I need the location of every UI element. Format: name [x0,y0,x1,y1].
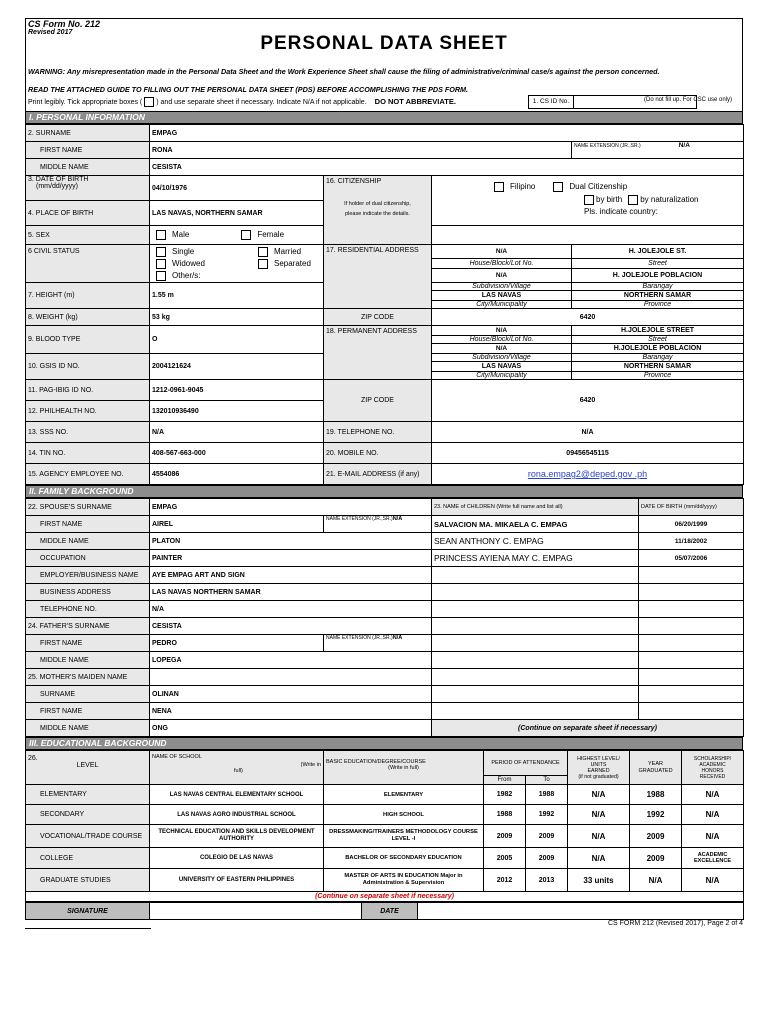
child-name-field[interactable] [432,703,639,720]
to-field[interactable]: 2009 [526,825,568,848]
agency-employee-label: 15. AGENCY EMPLOYEE NO. [26,464,150,485]
honors-field[interactable]: ACADEMIC EXCELLENCE [682,848,744,869]
perm-province-caption: Province [572,372,744,380]
blood-type-field[interactable]: O [150,326,324,354]
others-checkbox[interactable] [156,271,166,281]
gsis-label: 10. GSIS ID NO. [26,354,150,380]
father-first-name-label: FIRST NAME [26,635,150,652]
units-field[interactable]: N/A [568,848,630,869]
res-province-field[interactable]: NORTHERN SAMAR [572,291,744,301]
surname-field[interactable]: EMPAG [150,125,744,142]
place-of-birth-field[interactable]: LAS NAVAS, NORTHERN SAMAR [150,201,324,226]
child-dob-field[interactable] [639,686,744,703]
married-checkbox[interactable] [258,247,268,257]
child-name-field[interactable] [432,601,639,618]
honors-field[interactable]: N/A [682,869,744,892]
res-street-caption: Street [572,258,744,269]
honors-field[interactable]: N/A [682,785,744,805]
child-name-field[interactable]: SEAN ANTHONY C. EMPAG [432,533,639,550]
warning-text: WARNING: Any misrepresentation made in the Personal Data Sheet and the Work Experience Sheet shall cause the filing of administrative/criminal case/s against the person concerned. [28,67,660,76]
res-barangay-caption: Barangay [572,283,744,291]
child-name-field[interactable]: SALVACION MA. MIKAELA C. EMPAG [432,516,639,533]
email-field[interactable] [432,464,744,485]
weight-label: 8. WEIGHT (kg) [26,309,150,326]
perm-house-caption: House/Block/Lot No. [432,336,572,344]
perm-city-field[interactable]: LAS NAVAS [432,362,572,372]
page-title: PERSONAL DATA SHEET [260,33,508,54]
occupation-label: OCCUPATION [26,550,150,567]
business-address-field[interactable]: LAS NAVAS NORTHERN SAMAR [150,584,432,601]
pds-form [25,18,743,932]
children-label: 23. NAME of CHILDREN (Write full name and list all) [432,499,639,516]
csc-use-note: (Do not fill up. For CSC use only) [644,97,733,103]
child-name-field[interactable] [432,686,639,703]
employer-field[interactable]: AYE EMPAG ART AND SIGN [150,567,432,584]
course-field[interactable]: HIGH SCHOOL [324,805,484,825]
mobile-label: 20. MOBILE NO. [324,443,432,464]
print-instructions: Print legibly. Tick appropriate boxes ( ) and use separate sheet if necessary. Indicate N/A if not applicable. DO NOT ABBREVIATE. [28,97,456,106]
res-city-caption: City/Municipality [432,301,572,309]
mother-surname-label: SURNAME [26,686,150,703]
signature-label: SIGNATURE [26,903,150,920]
child-name-field[interactable] [432,652,639,669]
res-subdivision-caption: Subdivision/Village [432,283,572,291]
perm-province-field[interactable]: NORTHERN SAMAR [572,362,744,372]
course-header: BASIC EDUCATION/DEGREE/COURSE (Write in full) [324,751,484,785]
section-educational-background: III. EDUCATIONAL BACKGROUND [25,737,743,750]
perm-barangay-field[interactable]: H.JOLEJOLE POBLACION [572,344,744,354]
family-background-table [25,498,744,737]
gsis-field[interactable]: 2004121624 [150,354,324,380]
name-extension-field[interactable]: NAME EXTENSION (JR.,SR.) N/A [572,142,744,159]
year-graduated-header: YEAR GRADUATED [630,751,682,785]
to-field[interactable]: 2009 [526,848,568,869]
sss-label: 13. SSS NO. [26,422,150,443]
school-name-field[interactable]: TECHNICAL EDUCATION AND SKILLS DEVELOPMENT AUTHORITY [150,825,324,848]
by-birth-checkbox[interactable] [584,195,594,205]
agency-employee-field[interactable]: 4554086 [150,464,324,485]
child-name-field[interactable] [432,635,639,652]
res-subdivision-field[interactable]: N/A [432,269,572,283]
read-guide-text: READ THE ATTACHED GUIDE TO FILLING OUT THE PERSONAL DATA SHEET (PDS) BEFORE ACCOMPLISHING THE PDS FORM. [28,85,469,94]
child-name-field[interactable] [432,567,639,584]
from-header: From [484,776,526,785]
mother-maiden-name-field[interactable] [150,669,432,686]
year-graduated-field[interactable]: N/A [630,869,682,892]
father-surname-label: 24. FATHER'S SURNAME [26,618,150,635]
perm-barangay-caption: Barangay [572,354,744,362]
philhealth-label: 12. PHILHEALTH NO. [26,401,150,422]
to-field[interactable]: 1988 [526,785,568,805]
res-barangay-field[interactable]: H. JOLEJOLE POBLACION [572,269,744,283]
course-field[interactable]: BACHELOR OF SECONDARY EDUCATION [324,848,484,869]
tin-field[interactable]: 408-567-663-000 [150,443,324,464]
period-header: PERIOD OF ATTENDANCE [484,751,568,776]
spouse-surname-label: 22. SPOUSE'S SURNAME [26,499,150,516]
philhealth-field[interactable]: 132010936490 [150,401,324,422]
child-dob-field[interactable] [639,703,744,720]
perm-subdivision-field[interactable]: N/A [432,344,572,354]
form-footer [25,920,743,932]
course-field[interactable]: DRESSMAKING/TRAINERS METHODOLOGY COURSE LEVEL -I [324,825,484,848]
school-name-field[interactable]: LAS NAVAS AGRO INDUSTRIAL SCHOOL [150,805,324,825]
spouse-middle-name-label: MIDDLE NAME [26,533,150,550]
spouse-surname-field[interactable]: EMPAG [150,499,432,516]
spouse-name-extension-field[interactable]: NAME EXTENSION (JR.,SR.)N/A [324,516,432,533]
honors-header: SCHOLARSHIP/ ACADEMIC HONORS RECEIVED [682,751,744,785]
mother-first-name-label: FIRST NAME [26,703,150,720]
civil-status-label: 6 CIVIL STATUS [26,245,150,283]
education-level-label: VOCATIONAL/TRADE COURSE [26,825,150,848]
child-dob-field[interactable] [639,584,744,601]
units-field[interactable]: N/A [568,825,630,848]
from-field[interactable]: 2012 [484,869,526,892]
res-city-field[interactable]: LAS NAVAS [432,291,572,301]
by-naturalization-checkbox[interactable] [628,195,638,205]
year-graduated-field[interactable]: 2009 [630,825,682,848]
child-dob-field[interactable] [639,567,744,584]
perm-house-field[interactable]: N/A [432,326,572,336]
signature-table [25,902,744,920]
form-page-number: CS FORM 212 (Revised 2017), Page 2 of 4 [607,920,743,927]
middle-name-field[interactable]: CESISTA [150,159,744,176]
date-label: DATE [362,903,418,920]
units-field[interactable]: 33 units [568,869,630,892]
single-checkbox[interactable] [156,247,166,257]
year-graduated-field[interactable]: 1992 [630,805,682,825]
weight-field[interactable]: 53 kg [150,309,324,326]
res-zip-field[interactable]: 6420 [432,309,744,326]
child-name-field[interactable] [432,618,639,635]
height-field[interactable]: 1.55 m [150,283,324,309]
cs-id-label: 1. CS ID No. [528,95,574,109]
family-continue-note: (Continue on separate sheet if necessary) [432,720,744,737]
father-middle-name-field[interactable]: LOPEGA [150,652,432,669]
perm-zip-label: ZIP CODE [324,380,432,422]
father-middle-name-label: MIDDLE NAME [26,652,150,669]
child-name-field[interactable]: PRINCESS AYIENA MAY C. EMPAG [432,550,639,567]
spouse-first-name-field[interactable]: AIREL [150,516,324,533]
country-select[interactable] [432,226,744,245]
school-name-field[interactable]: UNIVERSITY OF EASTERN PHILIPPINES [150,869,324,892]
mother-middle-name-label: MIDDLE NAME [26,720,150,737]
spouse-first-name-label: FIRST NAME [26,516,150,533]
from-field[interactable]: 2005 [484,848,526,869]
father-first-name-field[interactable]: PEDRO [150,635,324,652]
honors-field[interactable]: N/A [682,825,744,848]
sex-options: Male Female [150,226,324,245]
course-field[interactable]: ELEMENTARY [324,785,484,805]
email-label: 21. E-MAIL ADDRESS (if any) [324,464,432,485]
education-level-header: 26. LEVEL [26,751,150,785]
units-field[interactable]: N/A [568,785,630,805]
surname-label: 2. SURNAME [26,125,150,142]
child-name-field[interactable] [432,584,639,601]
father-surname-field[interactable]: CESISTA [150,618,432,635]
res-zip-label: ZIP CODE [324,309,432,326]
to-field[interactable]: 2013 [526,869,568,892]
height-label: 7. HEIGHT (m) [26,283,150,309]
spouse-telephone-field[interactable]: N/A [150,601,432,618]
course-field[interactable]: MASTER OF ARTS IN EDUCATION Major in Administration & Supervision [324,869,484,892]
children-dob-label: DATE OF BIRTH (mm/dd/yyyy) [639,499,744,516]
res-province-caption: Province [572,301,744,309]
footnote-divider [25,928,151,929]
separated-checkbox[interactable] [258,259,268,269]
child-dob-field[interactable]: 11/18/2002 [639,533,744,550]
mother-surname-field[interactable]: OLINAN [150,686,432,703]
mother-middle-name-field[interactable]: ONG [150,720,432,737]
res-house-field[interactable]: N/A [432,245,572,259]
from-field[interactable]: 2009 [484,825,526,848]
permanent-address-label: 18. PERMANENT ADDRESS [324,326,432,380]
mother-first-name-field[interactable]: NENA [150,703,432,720]
perm-street-field[interactable]: H.JOLEJOLE STREET [572,326,744,336]
perm-zip-field[interactable]: 6420 [432,380,744,422]
section-personal-information: I. PERSONAL INFORMATION [25,111,743,124]
citizenship-label: 16. CITIZENSHIP If holder of dual citizenship, please indicate the details. [324,176,432,245]
form-number: CS Form No. 212 [28,19,101,29]
child-dob-field[interactable] [639,618,744,635]
sss-field[interactable]: N/A [150,422,324,443]
perm-city-caption: City/Municipality [432,372,572,380]
mother-maiden-name-label: 25. MOTHER'S MAIDEN NAME [26,669,150,686]
perm-subdivision-caption: Subdivision/Village [432,354,572,362]
education-level-label: ELEMENTARY [26,785,150,805]
child-name-field[interactable] [432,669,639,686]
spouse-middle-name-field[interactable]: PLATON [150,533,432,550]
civil-status-options: Single Married Widowed Separated Other/s: [150,245,324,283]
res-house-caption: House/Block/Lot No. [432,258,572,269]
education-level-label: GRADUATE STUDIES [26,869,150,892]
school-name-field[interactable]: LAS NAVAS CENTRAL ELEMENTARY SCHOOL [150,785,324,805]
perm-street-caption: Street [572,336,744,344]
widowed-checkbox[interactable] [156,259,166,269]
pagibig-label: 11. PAG-IBIG ID NO. [26,380,150,401]
child-dob-field[interactable] [639,669,744,686]
tick-box-sample [144,97,154,107]
personal-information-table [25,124,744,485]
units-field[interactable]: N/A [568,805,630,825]
section-family-background: II. FAMILY BACKGROUND [25,485,743,498]
educational-background-table [25,750,744,902]
dual-citizenship-checkbox[interactable] [553,182,563,192]
blood-type-label: 9. BLOOD TYPE [26,326,150,354]
dob-label: 3. DATE OF BIRTH (mm/dd/yyyy) [26,176,150,201]
child-dob-field[interactable] [639,635,744,652]
education-level-label: SECONDARY [26,805,150,825]
mobile-field[interactable]: 09456545115 [432,443,744,464]
employer-label: EMPLOYER/BUSINESS NAME [26,567,150,584]
school-name-header: NAME OF SCHOOL (Write in full) [150,751,324,785]
first-name-label: FIRST NAME [26,142,150,159]
child-dob-field[interactable]: 06/20/1999 [639,516,744,533]
filipino-checkbox[interactable] [494,182,504,192]
from-field[interactable]: 1988 [484,805,526,825]
units-earned-header: HIGHEST LEVEL/ UNITS EARNED (if not graduated) [568,751,630,785]
to-field[interactable]: 1992 [526,805,568,825]
education-continue-note: (Continue on separate sheet if necessary) [26,892,744,902]
form-header [25,18,743,111]
email-link[interactable]: rona.empag2@deped.gov .ph [527,469,648,479]
middle-name-label: MIDDLE NAME [26,159,150,176]
spouse-telephone-label: TELEPHONE NO. [26,601,150,618]
place-of-birth-label: 4. PLACE OF BIRTH [26,201,150,226]
year-graduated-field[interactable]: 1988 [630,785,682,805]
child-dob-field[interactable] [639,601,744,618]
first-name-field[interactable]: RONA [150,142,572,159]
signature-field[interactable] [150,903,362,920]
female-checkbox[interactable] [241,230,251,240]
tin-label: 14. TIN NO. [26,443,150,464]
honors-field[interactable]: N/A [682,805,744,825]
to-header: To [526,776,568,785]
education-level-label: COLLEGE [26,848,150,869]
res-street-field[interactable]: H. JOLEJOLE ST. [572,245,744,259]
child-dob-field[interactable] [639,652,744,669]
telephone-label: 19. TELEPHONE NO. [324,422,432,443]
do-not-abbreviate: DO NOT ABBREVIATE. [374,97,456,106]
male-checkbox[interactable] [156,230,166,240]
dob-field[interactable]: 04/10/1976 [150,176,324,201]
father-name-extension-field[interactable]: NAME EXTENSION (JR.,SR.)N/A [324,635,432,652]
citizenship-options: Filipino Dual Citizenship by birth by naturalization Pls. indicate country: [432,176,744,226]
occupation-field[interactable]: PAINTER [150,550,432,567]
school-name-field[interactable]: COLEGIO DE LAS NAVAS [150,848,324,869]
telephone-field[interactable]: N/A [432,422,744,443]
date-field[interactable] [418,903,744,920]
year-graduated-field[interactable]: 2009 [630,848,682,869]
child-dob-field[interactable]: 05/07/2006 [639,550,744,567]
business-address-label: BUSINESS ADDRESS [26,584,150,601]
sex-label: 5. SEX [26,226,150,245]
residential-address-label: 17. RESIDENTIAL ADDRESS [324,245,432,309]
pagibig-field[interactable]: 1212-0961-9045 [150,380,324,401]
from-field[interactable]: 1982 [484,785,526,805]
form-revision: Revised 2017 [28,29,73,36]
